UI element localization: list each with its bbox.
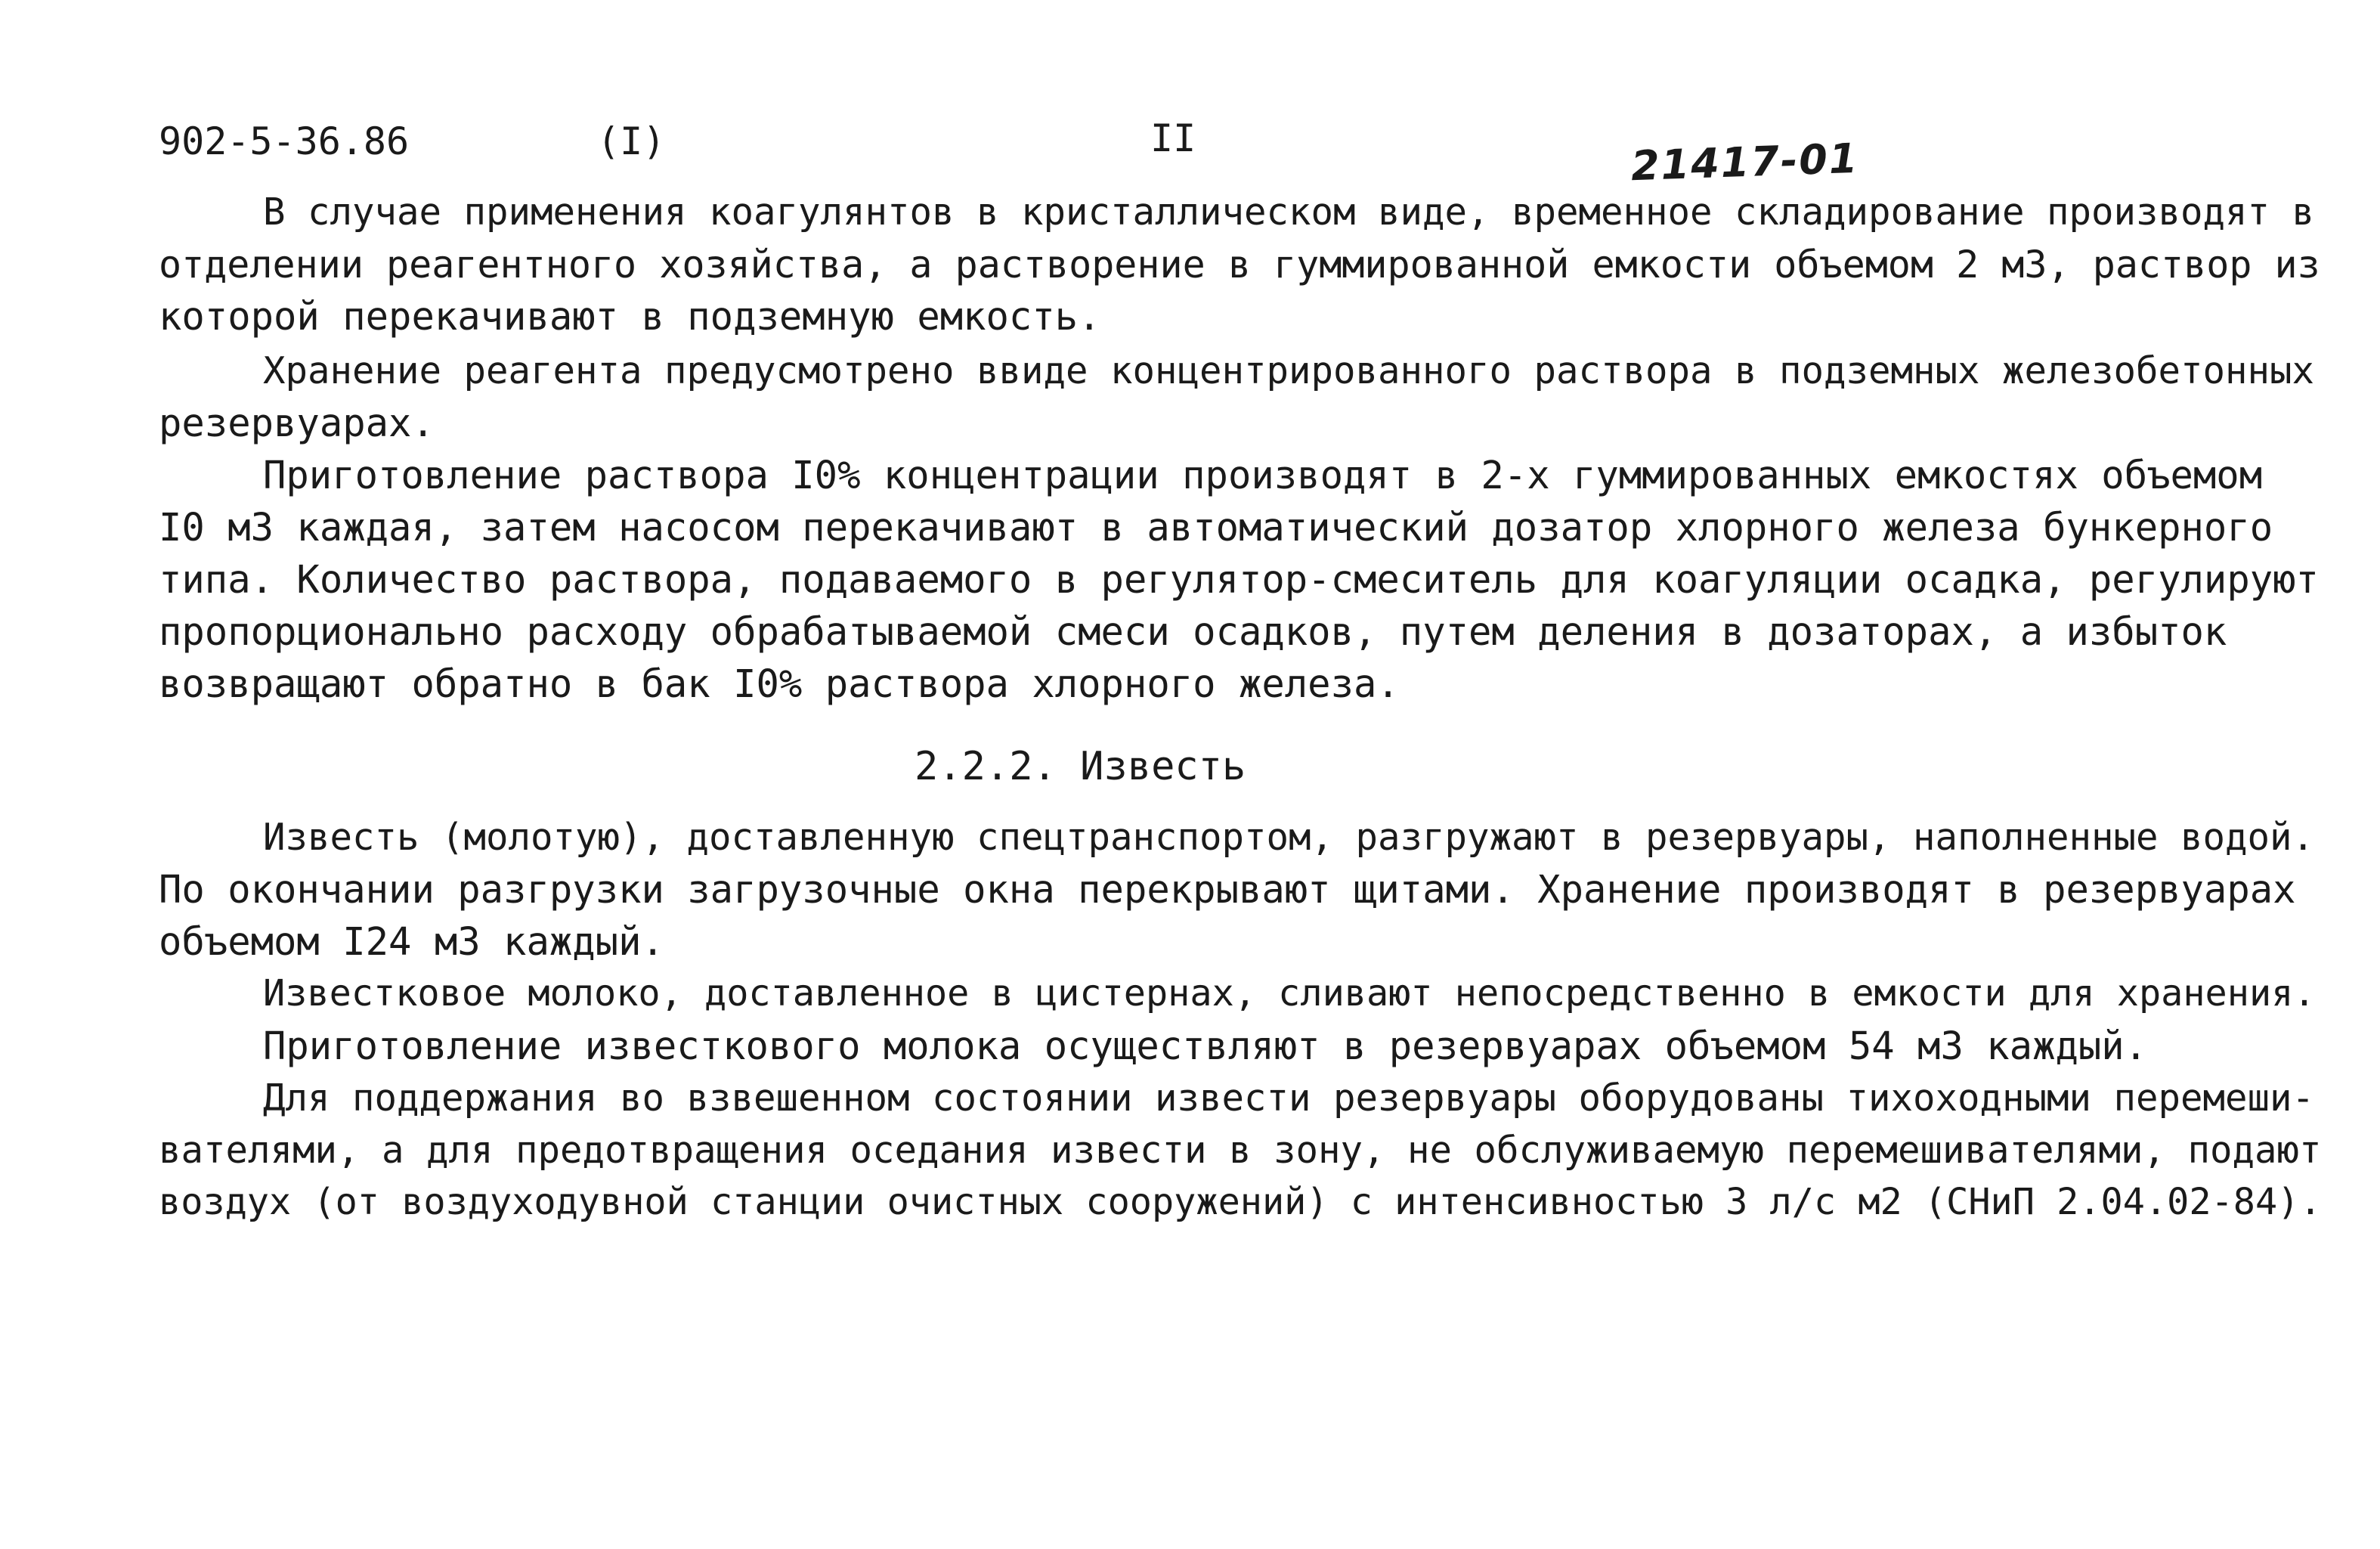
paragraph-line: вателями, а для предотвращения оседания извести в зону, не обслуживаемую перемешивателями, подают xyxy=(159,1129,2322,1172)
paragraph-line: I0 м3 каждая, затем насосом перекачивают в автоматический дозатор хлорного железа бункерного xyxy=(159,505,2273,550)
paragraph-line: Хранение реагента предусмотрено ввиде концентрированного раствора в подземных железобетонных xyxy=(263,349,2315,392)
section-number: (I) xyxy=(597,119,666,163)
paragraph-line: воздух (от воздуходувной станции очистных сооружений) с интенсивностью 3 л/с м2 (СНиП 2.04.02-84). xyxy=(159,1181,2322,1223)
paragraph-line: пропорционально расходу обрабатываемой смеси осадков, путем деления в дозаторах, а избыток xyxy=(159,609,2227,654)
page-number: II xyxy=(1150,116,1196,160)
paragraph-line: объемом I24 м3 каждый. xyxy=(159,919,664,964)
paragraph-line: резервуарах. xyxy=(159,401,435,445)
paragraph-line: типа. Количество раствора, подаваемого в регулятор-смеситель для коагуляции осадка, регулируют xyxy=(159,557,2319,602)
section-heading: 2.2.2. Известь xyxy=(915,744,1246,789)
inventory-stamp: 21417-01 xyxy=(1629,134,1860,191)
document-code: 902-5-36.86 xyxy=(159,119,410,163)
paragraph-line: Известь (молотую), доставленную спецтранспортом, разгружают в резервуары, наполненные водой. xyxy=(263,816,2315,859)
paragraph-line: В случае применения коагулянтов в кристаллическом виде, временное складирование производят в xyxy=(263,191,2315,234)
paragraph-line: По окончании разгрузки загрузочные окна перекрывают щитами. Хранение производят в резервуарах xyxy=(159,867,2296,912)
paragraph-line: которой перекачивают в подземную емкость. xyxy=(159,294,1101,339)
paragraph-line: возвращают обратно в бак I0% раствора хлорного железа. xyxy=(159,661,1400,706)
paragraph-line: Приготовление раствора I0% концентрации производят в 2-х гуммированных емкостях объемом xyxy=(263,453,2263,497)
paragraph-line: Для поддержания во взвешенном состоянии извести резервуары оборудованы тихоходными перемеши- xyxy=(263,1077,2315,1120)
paragraph-line: Приготовление известкового молока осуществляют в резервуарах объемом 54 м3 каждый. xyxy=(263,1024,2148,1068)
paragraph-line: Известковое молоко, доставленное в цистернах, сливают непосредственно в емкости для хранения. xyxy=(263,972,2316,1015)
paragraph-line: отделении реагентного хозяйства, а растворение в гуммированной емкости объемом 2 м3, раствор из xyxy=(159,243,2320,287)
